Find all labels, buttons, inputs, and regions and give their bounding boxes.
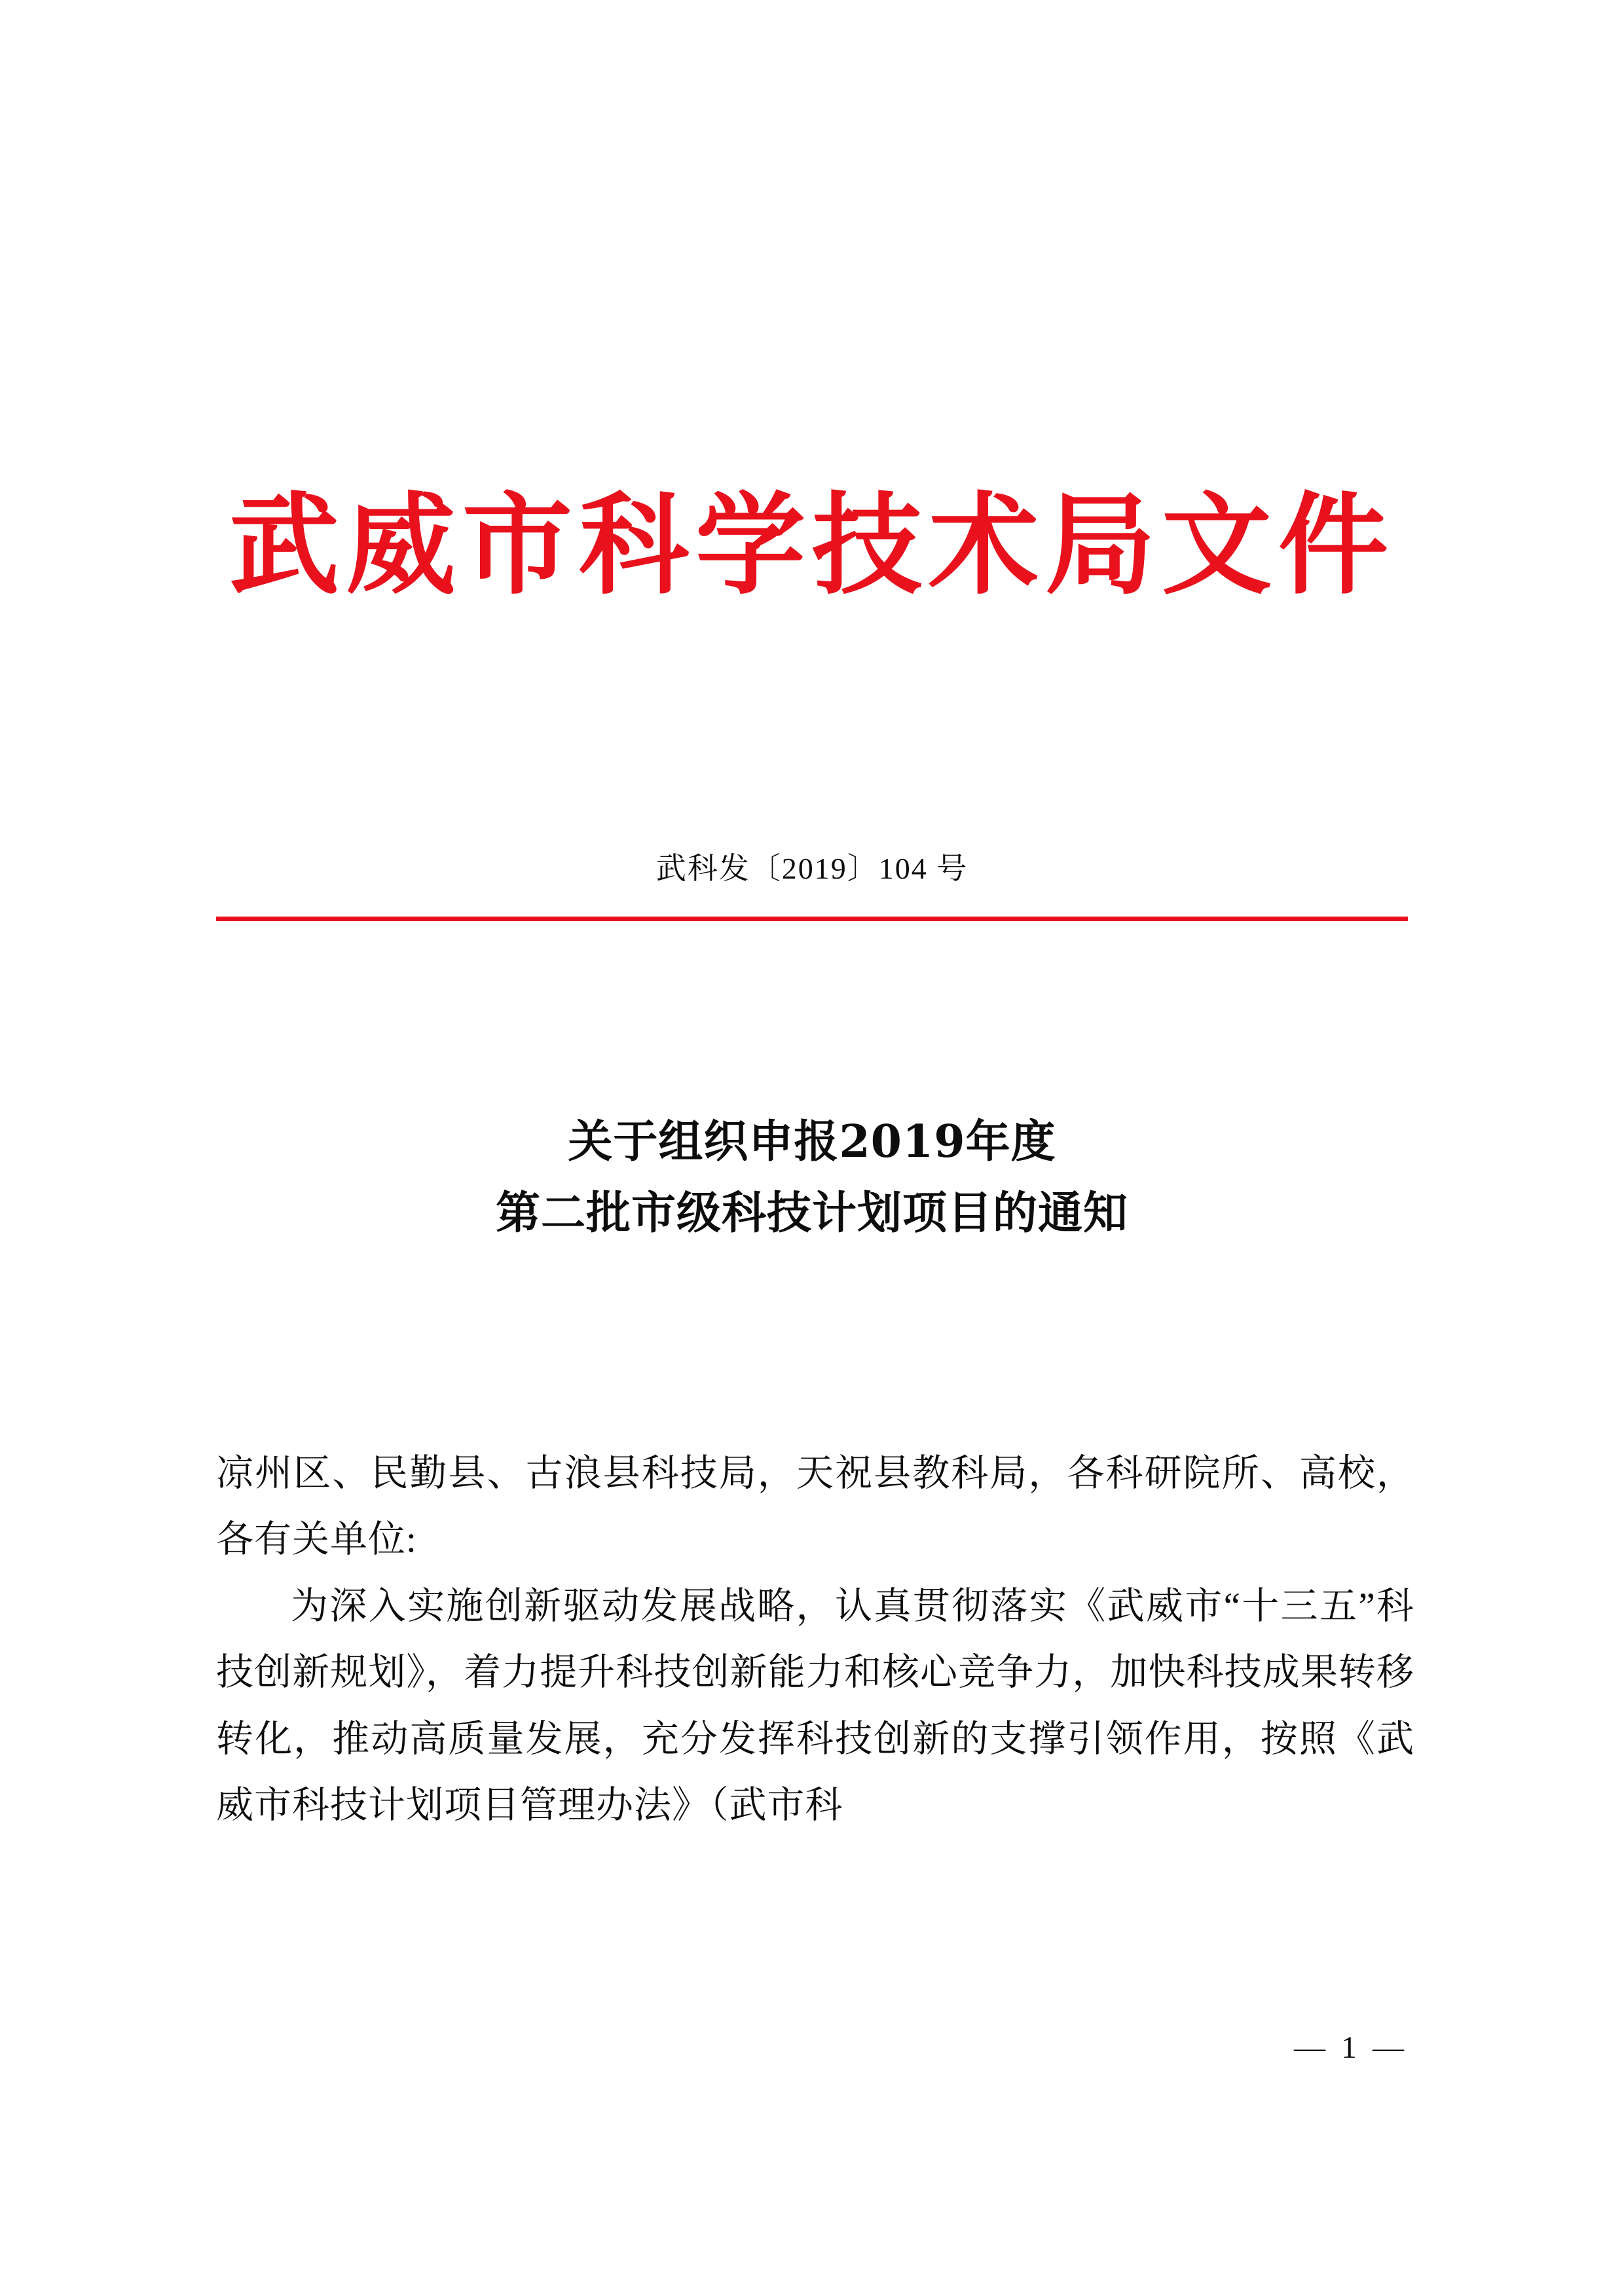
- body-paragraph-1: 为深入实施创新驱动发展战略，认真贯彻落实《武威市“十三五”科技创新规划》，着力提升科技创新能力和核心竞争力，加快科技成果转移转化，推动高质量发展，充分发挥科技创新的支撑引领作用，按照《武威市科技计划项目管理办法》（武市科: [216, 1585, 1414, 1827]
- masthead-title: 武威市科学技术局文件: [229, 480, 1395, 610]
- page-number: — 1 —: [1294, 2030, 1408, 2065]
- page-content: [216, 0, 1414, 2296]
- red-divider-rule: [216, 917, 1408, 921]
- page-title-line-1: 关于组织申报2019年度: [568, 1116, 1056, 1168]
- recipients-paragraph: 凉州区、民勤县、古浪县科技局，天祝县教科局，各科研院所、高校，各有关单位:: [216, 1453, 1414, 1561]
- page-title-line-2: 第二批市级科技计划项目的通知: [495, 1186, 1128, 1239]
- document-number: 武科发〔2019〕104 号: [655, 852, 969, 885]
- page-title: [216, 1106, 1408, 1249]
- masthead: [216, 480, 1408, 610]
- body-text: [216, 1440, 1414, 1839]
